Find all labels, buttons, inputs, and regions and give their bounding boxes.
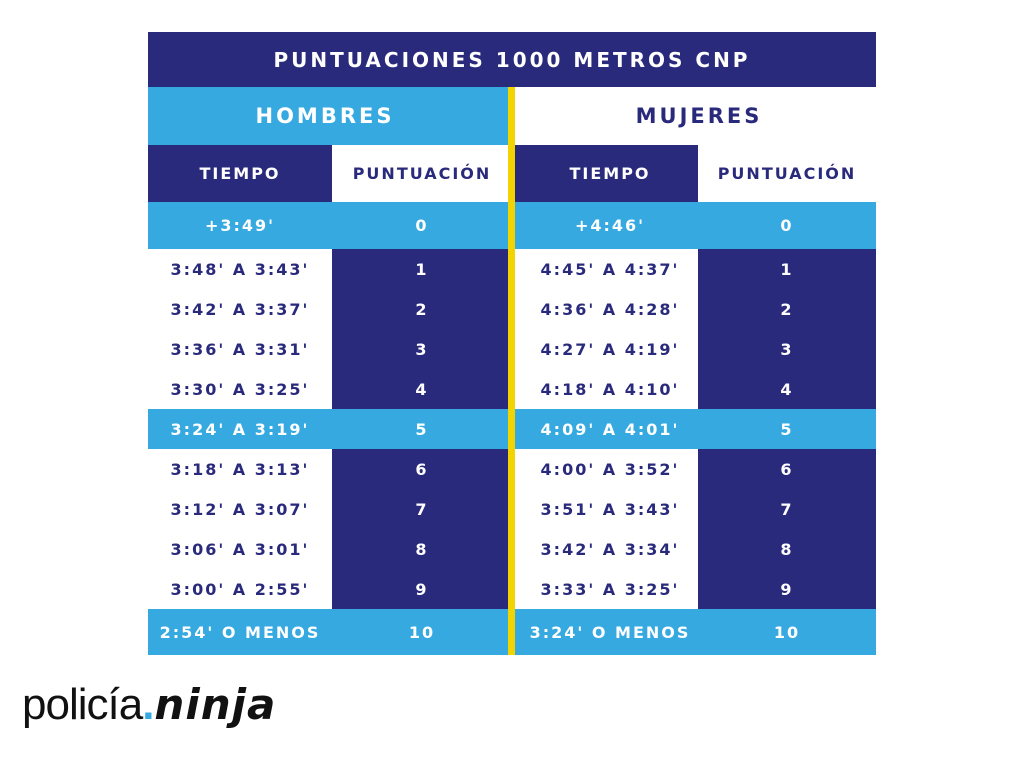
men-heading: HOMBRES xyxy=(148,87,512,145)
table-row xyxy=(512,529,876,569)
men-section xyxy=(148,87,512,655)
women-column-header xyxy=(512,145,876,202)
table-row xyxy=(148,529,512,569)
score-cell: 6 xyxy=(698,449,876,489)
time-cell: 4:36' A 4:28' xyxy=(512,289,698,329)
score-cell: 7 xyxy=(332,489,512,529)
score-cell: 0 xyxy=(698,202,876,249)
score-cell: 0 xyxy=(332,202,512,249)
logo-dot: . xyxy=(142,680,155,729)
table-row xyxy=(148,329,512,369)
score-cell: 5 xyxy=(332,409,512,449)
table-body xyxy=(148,87,876,655)
table-row xyxy=(512,289,876,329)
women-section xyxy=(512,87,876,655)
table-row xyxy=(148,249,512,289)
men-column-header xyxy=(148,145,512,202)
logo-brand: ninja xyxy=(154,680,277,729)
table-row xyxy=(148,569,512,609)
men-col-time: TIEMPO xyxy=(148,145,332,202)
score-cell: 9 xyxy=(332,569,512,609)
score-cell: 1 xyxy=(332,249,512,289)
time-cell: 4:00' A 3:52' xyxy=(512,449,698,489)
score-cell: 6 xyxy=(332,449,512,489)
time-cell: 3:24' A 3:19' xyxy=(148,409,332,449)
score-cell: 3 xyxy=(698,329,876,369)
time-cell: 4:09' A 4:01' xyxy=(512,409,698,449)
table-row xyxy=(512,329,876,369)
table-row xyxy=(512,409,876,449)
section-divider xyxy=(508,87,515,655)
table-row xyxy=(512,449,876,489)
time-cell: 4:18' A 4:10' xyxy=(512,369,698,409)
score-cell: 2 xyxy=(332,289,512,329)
women-col-score: PUNTUACIÓN xyxy=(698,145,876,202)
women-col-time: TIEMPO xyxy=(512,145,698,202)
score-cell: 10 xyxy=(698,609,876,655)
table-row xyxy=(148,449,512,489)
men-col-score: PUNTUACIÓN xyxy=(332,145,512,202)
time-cell: 3:30' A 3:25' xyxy=(148,369,332,409)
table-row xyxy=(512,249,876,289)
score-cell: 9 xyxy=(698,569,876,609)
logo-text: policía xyxy=(22,680,143,729)
time-cell: 3:12' A 3:07' xyxy=(148,489,332,529)
table-row xyxy=(148,369,512,409)
score-cell: 4 xyxy=(332,369,512,409)
score-cell: 10 xyxy=(332,609,512,655)
time-cell: 3:18' A 3:13' xyxy=(148,449,332,489)
time-cell: 3:06' A 3:01' xyxy=(148,529,332,569)
table-row xyxy=(512,489,876,529)
table-row xyxy=(148,409,512,449)
time-cell: +3:49' xyxy=(148,202,332,249)
score-cell: 4 xyxy=(698,369,876,409)
score-cell: 7 xyxy=(698,489,876,529)
time-cell: 3:00' A 2:55' xyxy=(148,569,332,609)
women-heading: MUJERES xyxy=(512,87,876,145)
table-row xyxy=(148,489,512,529)
table-title: PUNTUACIONES 1000 METROS CNP xyxy=(148,32,876,87)
score-cell: 2 xyxy=(698,289,876,329)
table-row xyxy=(148,609,512,655)
time-cell: 3:24' O MENOS xyxy=(512,609,698,655)
score-table xyxy=(148,32,876,655)
time-cell: 2:54' O MENOS xyxy=(148,609,332,655)
score-cell: 8 xyxy=(332,529,512,569)
women-rows xyxy=(512,202,876,655)
table-row xyxy=(148,202,512,249)
time-cell: 3:51' A 3:43' xyxy=(512,489,698,529)
table-row xyxy=(148,289,512,329)
table-row xyxy=(512,569,876,609)
men-rows xyxy=(148,202,512,655)
time-cell: +4:46' xyxy=(512,202,698,249)
table-row xyxy=(512,202,876,249)
time-cell: 4:27' A 4:19' xyxy=(512,329,698,369)
time-cell: 3:48' A 3:43' xyxy=(148,249,332,289)
time-cell: 4:45' A 4:37' xyxy=(512,249,698,289)
score-cell: 8 xyxy=(698,529,876,569)
score-cell: 3 xyxy=(332,329,512,369)
score-cell: 5 xyxy=(698,409,876,449)
policia-ninja-logo xyxy=(22,680,276,736)
table-row xyxy=(512,369,876,409)
time-cell: 3:42' A 3:37' xyxy=(148,289,332,329)
score-cell: 1 xyxy=(698,249,876,289)
time-cell: 3:36' A 3:31' xyxy=(148,329,332,369)
table-row xyxy=(512,609,876,655)
time-cell: 3:42' A 3:34' xyxy=(512,529,698,569)
time-cell: 3:33' A 3:25' xyxy=(512,569,698,609)
